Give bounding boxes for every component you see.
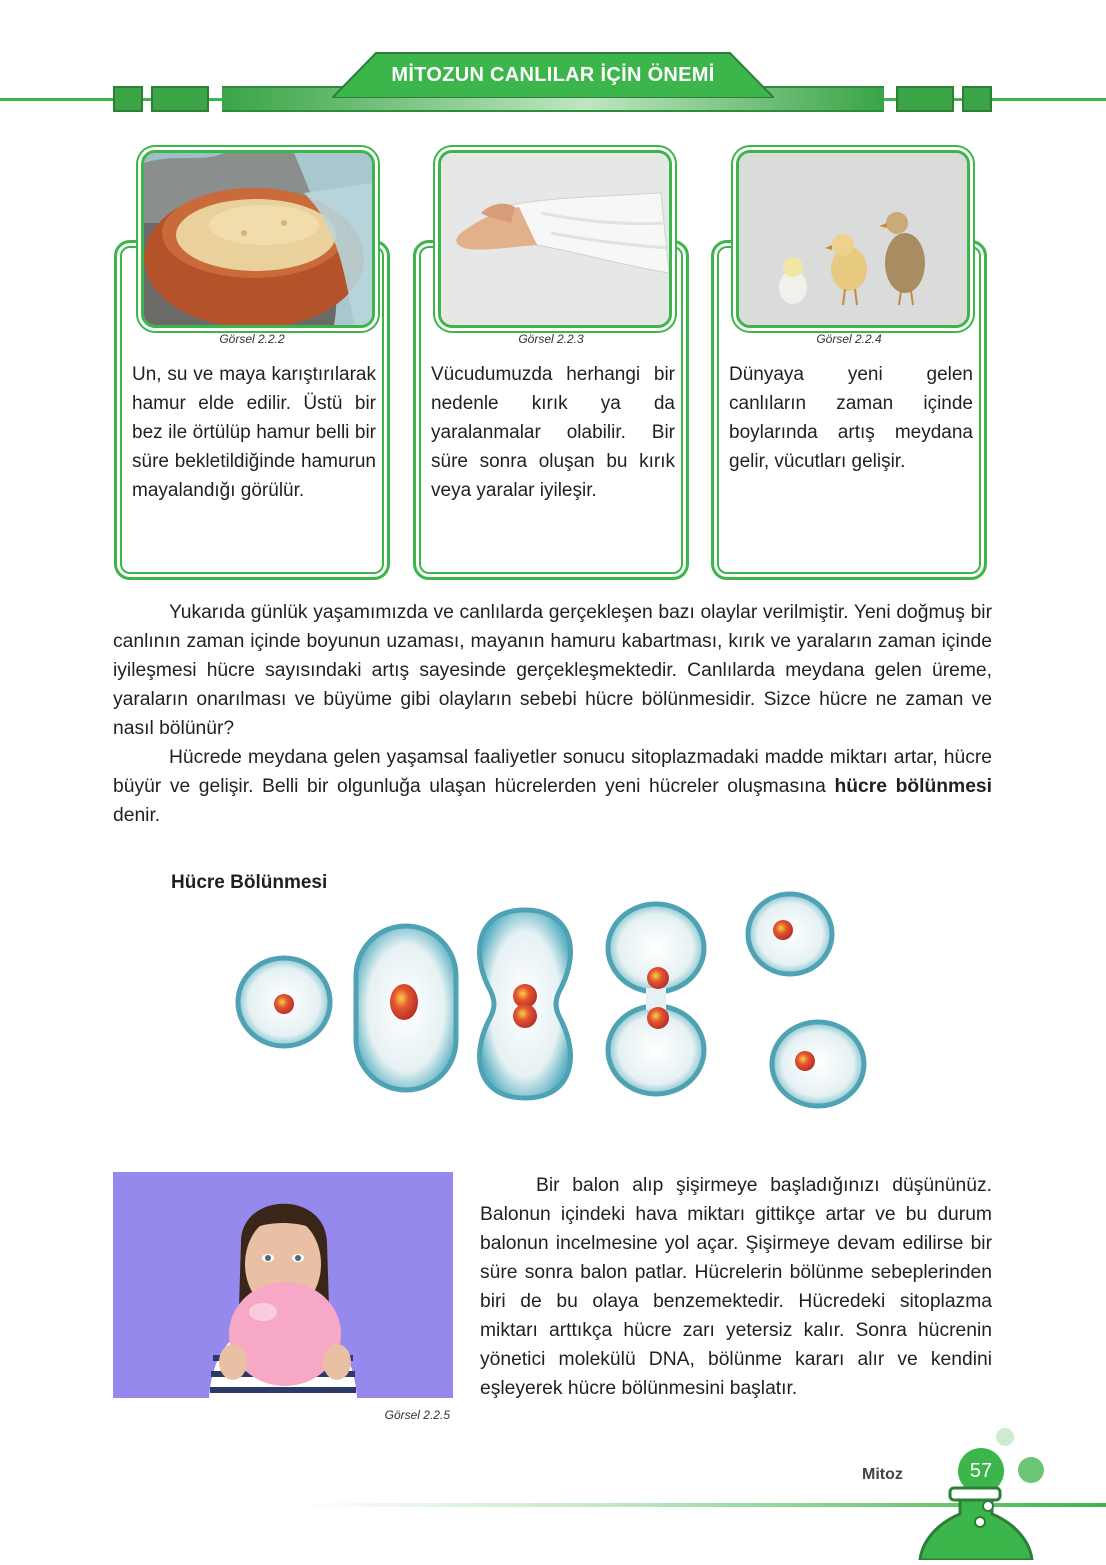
definition-paragraph: Hücrede meydana gelen yaşamsal faaliyetler sonucu sitoplazmadaki madde miktarı artar, hücre büyür ve gelişir. Belli bir olgunluğa ulaşan hücrelerden yeni hücreler oluşmasına hücre bölünmesi denir. (113, 747, 992, 826)
chick-growth-image (736, 150, 970, 328)
page-title-banner (332, 52, 774, 98)
header-square (962, 86, 992, 112)
header-square (113, 86, 143, 112)
flask-icon (916, 1486, 1036, 1560)
header-square (151, 86, 209, 112)
image-caption: Görsel 2.2.5 (384, 1408, 450, 1422)
intro-paragraph: Yukarıda günlük yaşamımızda ve canlılarda gerçekleşen bazı olaylar verilmiştir. Yeni doğmuş bir canlının zaman içinde boyunun uzaması, mayanın hamuru kabartması, kırık ve yaraların zaman içinde iyileşmesi hücre sayısındaki artış sayesinde gerçekleşmektedir. Canlılarda meydana gelen üreme, yaraların onarılması ve büyüme gibi olayların sebebi hücre bölünmesidir. Sizce hücre ne zaman ve nasıl bölünür? (113, 602, 992, 739)
image-caption: Görsel 2.2.4 (816, 332, 882, 346)
arm-cast-image (438, 150, 672, 328)
image-caption: Görsel 2.2.2 (219, 332, 285, 346)
balloon-paragraph: Bir balon alıp şişirmeye başladığınızı düşününüz. Balonun içindeki hava miktarı gittikçe artar ve bu durum balonun incelmesine yol açar. Şişirmeye devam edilirse bir süre sonra balon patlar. Hücrelerin bölünme sebeplerinden biri de bu olaya benzemektedir. Hücredeki sitoplazma miktarı arttıkça hücre zarı yetersiz kalır. Sonra hücrenin yönetici molekülü DNA, bölünme kararı alır ve kendini eşleyerek hücre bölünmesini başlatır. (480, 1175, 992, 1399)
balloon-girl-image (113, 1172, 453, 1398)
cell-division-illustration (200, 888, 890, 1138)
card-text: Dünyaya yeni gelen canlıların zaman içinde boylarında artış meydana gelir, vücutları gelişir. (729, 364, 973, 472)
card-text: Un, su ve maya karıştırılarak hamur elde edilir. Üstü bir bez ile örtülüp hamur belli bir süre bekletildiğinde hamurun mayalandığı görülür. (132, 364, 376, 501)
decor-dot (996, 1428, 1014, 1446)
card-text: Vücudumuzda herhangi bir nedenle kırık ya da yaralanmalar olabilir. Bir süre sonra oluşan bu kırık veya yaralar iyileşir. (431, 364, 675, 501)
dough-bowl-image (141, 150, 375, 328)
footer-chapter-label: Mitoz (862, 1466, 903, 1483)
image-caption: Görsel 2.2.3 (518, 332, 584, 346)
cell-division-heading: Hücre Bölünmesi (171, 872, 328, 893)
header-square (896, 86, 954, 112)
page-title: MİTOZUN CANLILAR İÇİN ÖNEMİ (391, 64, 715, 86)
page-number: 57 (958, 1448, 1004, 1494)
key-term: hücre bölünmesi (834, 776, 992, 797)
decor-dot (1018, 1457, 1044, 1483)
